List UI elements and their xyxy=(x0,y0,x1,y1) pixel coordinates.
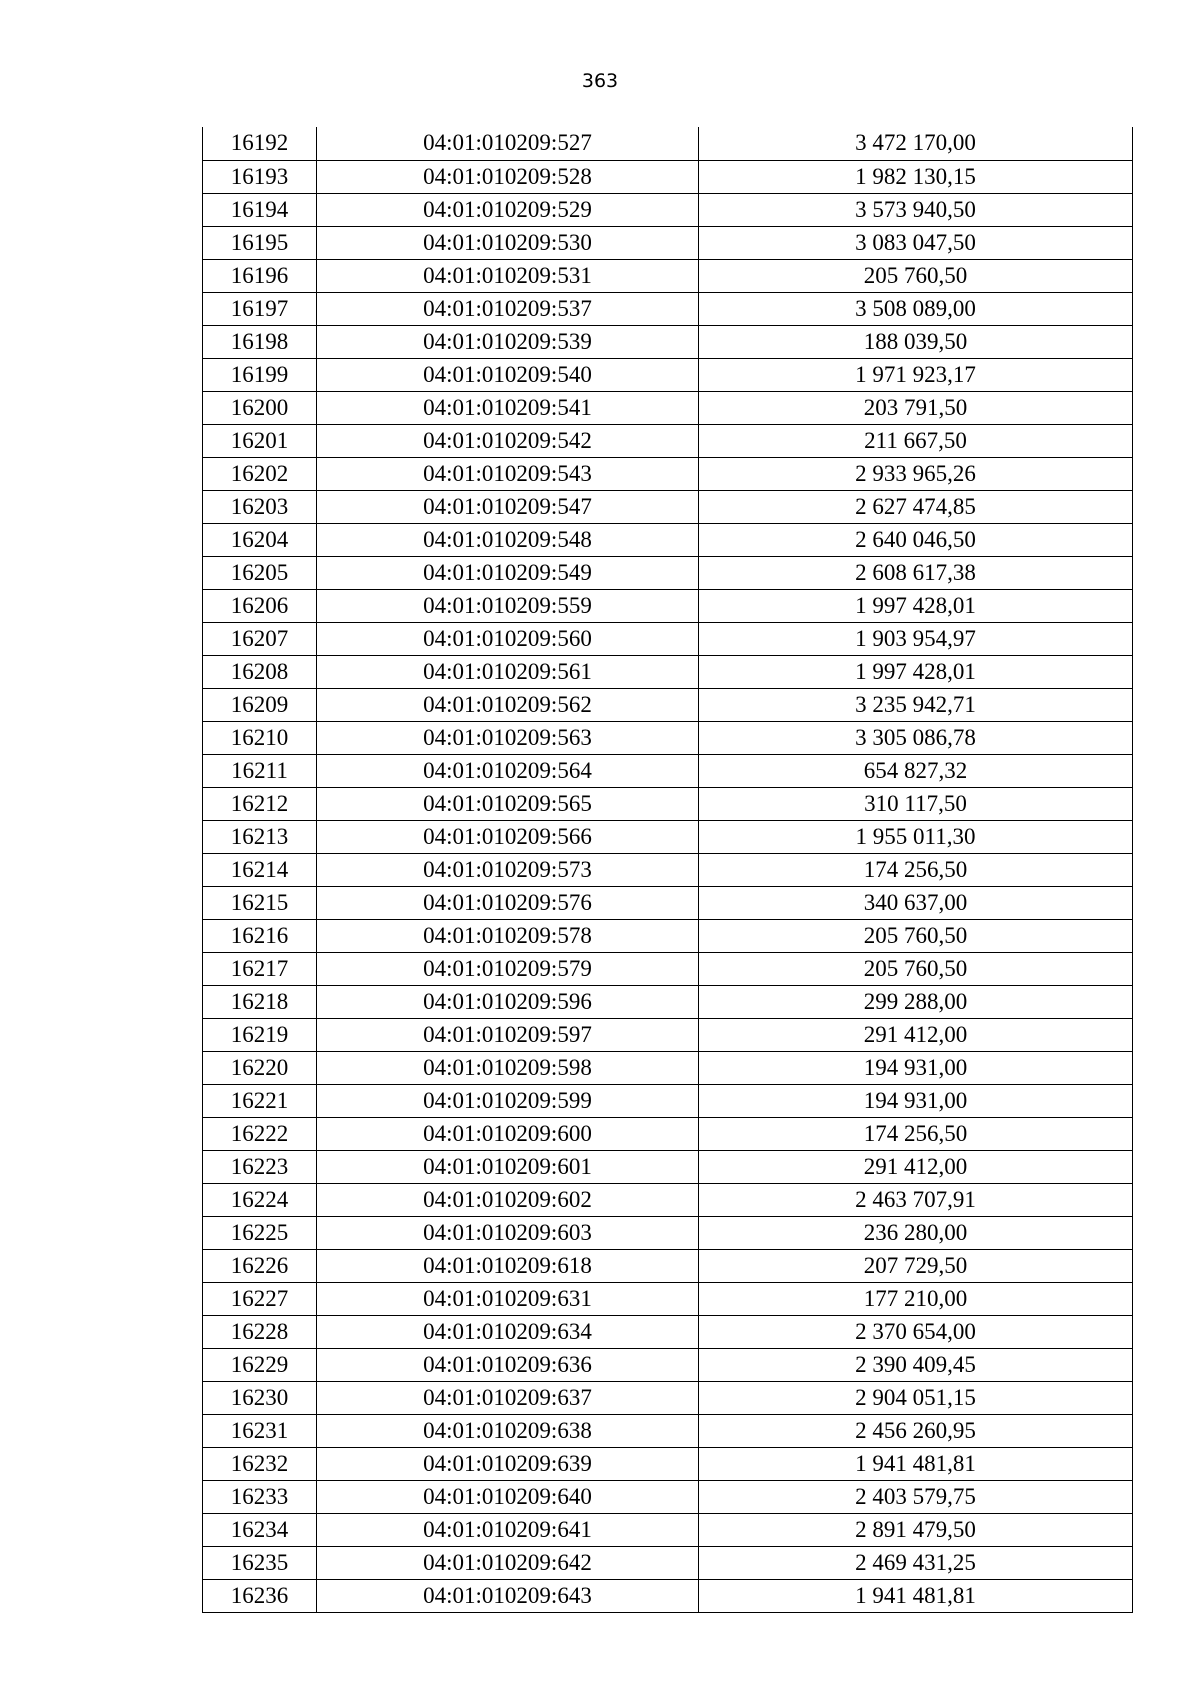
row-number-cell: 16195 xyxy=(203,226,317,259)
cadastral-value-cell: 1 941 481,81 xyxy=(699,1579,1133,1612)
cadastral-number-cell: 04:01:010209:531 xyxy=(317,259,699,292)
row-number-cell: 16215 xyxy=(203,886,317,919)
cadastral-value-cell: 2 933 965,26 xyxy=(699,457,1133,490)
table-row xyxy=(203,1282,1133,1315)
row-number-cell: 16220 xyxy=(203,1051,317,1084)
table-row xyxy=(203,160,1133,193)
table-row xyxy=(203,292,1133,325)
table-row xyxy=(203,853,1133,886)
cadastral-value-cell: 1 982 130,15 xyxy=(699,160,1133,193)
cadastral-number-cell: 04:01:010209:638 xyxy=(317,1414,699,1447)
cadastral-number-cell: 04:01:010209:639 xyxy=(317,1447,699,1480)
cadastral-value-cell: 291 412,00 xyxy=(699,1018,1133,1051)
row-number-cell: 16224 xyxy=(203,1183,317,1216)
cadastral-value-cell: 3 472 170,00 xyxy=(699,127,1133,160)
cadastral-value-cell: 177 210,00 xyxy=(699,1282,1133,1315)
row-number-cell: 16223 xyxy=(203,1150,317,1183)
cadastral-number-cell: 04:01:010209:539 xyxy=(317,325,699,358)
cadastral-number-cell: 04:01:010209:578 xyxy=(317,919,699,952)
table-row xyxy=(203,721,1133,754)
page-number: 363 xyxy=(581,70,619,92)
row-number-cell: 16199 xyxy=(203,358,317,391)
table-row xyxy=(203,1480,1133,1513)
cadastral-value-cell: 194 931,00 xyxy=(699,1084,1133,1117)
cadastral-number-cell: 04:01:010209:601 xyxy=(317,1150,699,1183)
table-row xyxy=(203,1018,1133,1051)
table-row xyxy=(203,1150,1133,1183)
cadastral-number-cell: 04:01:010209:548 xyxy=(317,523,699,556)
cadastral-number-cell: 04:01:010209:642 xyxy=(317,1546,699,1579)
cadastral-value-cell: 205 760,50 xyxy=(699,259,1133,292)
cadastral-number-cell: 04:01:010209:637 xyxy=(317,1381,699,1414)
cadastral-number-cell: 04:01:010209:537 xyxy=(317,292,699,325)
table-row xyxy=(203,1447,1133,1480)
table-row xyxy=(203,985,1133,1018)
cadastral-value-cell: 2 627 474,85 xyxy=(699,490,1133,523)
cadastral-value-cell: 1 971 923,17 xyxy=(699,358,1133,391)
row-number-cell: 16203 xyxy=(203,490,317,523)
table-row xyxy=(203,1183,1133,1216)
cadastral-number-cell: 04:01:010209:561 xyxy=(317,655,699,688)
cadastral-number-cell: 04:01:010209:598 xyxy=(317,1051,699,1084)
cadastral-value-cell: 2 640 046,50 xyxy=(699,523,1133,556)
table-row xyxy=(203,589,1133,622)
cadastral-number-cell: 04:01:010209:527 xyxy=(317,127,699,160)
table-row xyxy=(203,424,1133,457)
cadastral-number-cell: 04:01:010209:634 xyxy=(317,1315,699,1348)
row-number-cell: 16208 xyxy=(203,655,317,688)
cadastral-value-cell: 194 931,00 xyxy=(699,1051,1133,1084)
table-row xyxy=(203,1348,1133,1381)
table-row xyxy=(203,226,1133,259)
cadastral-number-cell: 04:01:010209:579 xyxy=(317,952,699,985)
row-number-cell: 16217 xyxy=(203,952,317,985)
table-row xyxy=(203,1381,1133,1414)
cadastral-number-cell: 04:01:010209:562 xyxy=(317,688,699,721)
table-row xyxy=(203,490,1133,523)
row-number-cell: 16209 xyxy=(203,688,317,721)
table-row xyxy=(203,1051,1133,1084)
cadastral-value-cell: 1 997 428,01 xyxy=(699,589,1133,622)
table-row xyxy=(203,457,1133,490)
row-number-cell: 16227 xyxy=(203,1282,317,1315)
cadastral-number-cell: 04:01:010209:563 xyxy=(317,721,699,754)
row-number-cell: 16210 xyxy=(203,721,317,754)
cadastral-value-cell: 236 280,00 xyxy=(699,1216,1133,1249)
cadastral-value-cell: 291 412,00 xyxy=(699,1150,1133,1183)
table-row xyxy=(203,655,1133,688)
cadastral-number-cell: 04:01:010209:636 xyxy=(317,1348,699,1381)
row-number-cell: 16193 xyxy=(203,160,317,193)
table-row xyxy=(203,787,1133,820)
row-number-cell: 16226 xyxy=(203,1249,317,1282)
row-number-cell: 16228 xyxy=(203,1315,317,1348)
cadastral-number-cell: 04:01:010209:603 xyxy=(317,1216,699,1249)
row-number-cell: 16201 xyxy=(203,424,317,457)
cadastral-value-cell: 1 997 428,01 xyxy=(699,655,1133,688)
row-number-cell: 16198 xyxy=(203,325,317,358)
cadastral-value-cell: 207 729,50 xyxy=(699,1249,1133,1282)
cadastral-number-cell: 04:01:010209:600 xyxy=(317,1117,699,1150)
cadastral-value-cell: 1 955 011,30 xyxy=(699,820,1133,853)
cadastral-number-cell: 04:01:010209:528 xyxy=(317,160,699,193)
cadastral-number-cell: 04:01:010209:542 xyxy=(317,424,699,457)
row-number-cell: 16232 xyxy=(203,1447,317,1480)
row-number-cell: 16230 xyxy=(203,1381,317,1414)
row-number-cell: 16214 xyxy=(203,853,317,886)
row-number-cell: 16213 xyxy=(203,820,317,853)
cadastral-value-cell: 3 508 089,00 xyxy=(699,292,1133,325)
row-number-cell: 16235 xyxy=(203,1546,317,1579)
table-row xyxy=(203,1414,1133,1447)
table-row xyxy=(203,820,1133,853)
cadastral-number-cell: 04:01:010209:530 xyxy=(317,226,699,259)
cadastral-value-cell: 211 667,50 xyxy=(699,424,1133,457)
cadastral-value-cell: 299 288,00 xyxy=(699,985,1133,1018)
cadastral-value-cell: 2 904 051,15 xyxy=(699,1381,1133,1414)
cadastral-number-cell: 04:01:010209:599 xyxy=(317,1084,699,1117)
cadastral-value-cell: 310 117,50 xyxy=(699,787,1133,820)
cadastral-number-cell: 04:01:010209:602 xyxy=(317,1183,699,1216)
row-number-cell: 16236 xyxy=(203,1579,317,1612)
row-number-cell: 16196 xyxy=(203,259,317,292)
table-row xyxy=(203,622,1133,655)
cadastral-value-table xyxy=(202,127,1133,1613)
cadastral-value-cell: 3 573 940,50 xyxy=(699,193,1133,226)
cadastral-value-cell: 2 390 409,45 xyxy=(699,1348,1133,1381)
cadastral-number-cell: 04:01:010209:596 xyxy=(317,985,699,1018)
row-number-cell: 16192 xyxy=(203,127,317,160)
cadastral-value-cell: 3 083 047,50 xyxy=(699,226,1133,259)
table-row xyxy=(203,919,1133,952)
cadastral-value-cell: 2 891 479,50 xyxy=(699,1513,1133,1546)
table-row xyxy=(203,259,1133,292)
table-body xyxy=(203,127,1133,1612)
cadastral-number-cell: 04:01:010209:543 xyxy=(317,457,699,490)
cadastral-number-cell: 04:01:010209:643 xyxy=(317,1579,699,1612)
table-row xyxy=(203,1315,1133,1348)
row-number-cell: 16194 xyxy=(203,193,317,226)
table-row xyxy=(203,1513,1133,1546)
cadastral-number-cell: 04:01:010209:565 xyxy=(317,787,699,820)
cadastral-number-cell: 04:01:010209:564 xyxy=(317,754,699,787)
row-number-cell: 16229 xyxy=(203,1348,317,1381)
row-number-cell: 16205 xyxy=(203,556,317,589)
row-number-cell: 16233 xyxy=(203,1480,317,1513)
table-row xyxy=(203,1249,1133,1282)
cadastral-number-cell: 04:01:010209:641 xyxy=(317,1513,699,1546)
table-row xyxy=(203,952,1133,985)
row-number-cell: 16225 xyxy=(203,1216,317,1249)
cadastral-value-cell: 3 305 086,78 xyxy=(699,721,1133,754)
cadastral-value-cell: 174 256,50 xyxy=(699,853,1133,886)
row-number-cell: 16200 xyxy=(203,391,317,424)
table-row xyxy=(203,127,1133,160)
row-number-cell: 16207 xyxy=(203,622,317,655)
table-row xyxy=(203,523,1133,556)
cadastral-value-cell: 174 256,50 xyxy=(699,1117,1133,1150)
table-row xyxy=(203,325,1133,358)
cadastral-number-cell: 04:01:010209:640 xyxy=(317,1480,699,1513)
row-number-cell: 16211 xyxy=(203,754,317,787)
row-number-cell: 16206 xyxy=(203,589,317,622)
table-row xyxy=(203,688,1133,721)
table-row xyxy=(203,1216,1133,1249)
cadastral-value-cell: 205 760,50 xyxy=(699,919,1133,952)
row-number-cell: 16219 xyxy=(203,1018,317,1051)
cadastral-value-cell: 2 456 260,95 xyxy=(699,1414,1133,1447)
row-number-cell: 16202 xyxy=(203,457,317,490)
cadastral-number-cell: 04:01:010209:573 xyxy=(317,853,699,886)
row-number-cell: 16197 xyxy=(203,292,317,325)
row-number-cell: 16234 xyxy=(203,1513,317,1546)
cadastral-number-cell: 04:01:010209:529 xyxy=(317,193,699,226)
row-number-cell: 16231 xyxy=(203,1414,317,1447)
cadastral-number-cell: 04:01:010209:540 xyxy=(317,358,699,391)
cadastral-number-cell: 04:01:010209:576 xyxy=(317,886,699,919)
cadastral-number-cell: 04:01:010209:566 xyxy=(317,820,699,853)
cadastral-value-cell: 2 370 654,00 xyxy=(699,1315,1133,1348)
table-row xyxy=(203,886,1133,919)
table-row xyxy=(203,1546,1133,1579)
table-row xyxy=(203,193,1133,226)
cadastral-number-cell: 04:01:010209:549 xyxy=(317,556,699,589)
cadastral-value-cell: 340 637,00 xyxy=(699,886,1133,919)
table-row xyxy=(203,1579,1133,1612)
table-row xyxy=(203,391,1133,424)
table-row xyxy=(203,556,1133,589)
cadastral-number-cell: 04:01:010209:631 xyxy=(317,1282,699,1315)
cadastral-value-cell: 1 941 481,81 xyxy=(699,1447,1133,1480)
cadastral-value-cell: 2 608 617,38 xyxy=(699,556,1133,589)
cadastral-number-cell: 04:01:010209:541 xyxy=(317,391,699,424)
row-number-cell: 16204 xyxy=(203,523,317,556)
cadastral-value-cell: 2 403 579,75 xyxy=(699,1480,1133,1513)
row-number-cell: 16218 xyxy=(203,985,317,1018)
row-number-cell: 16221 xyxy=(203,1084,317,1117)
cadastral-value-cell: 3 235 942,71 xyxy=(699,688,1133,721)
cadastral-value-cell: 1 903 954,97 xyxy=(699,622,1133,655)
cadastral-value-cell: 188 039,50 xyxy=(699,325,1133,358)
cadastral-value-cell: 654 827,32 xyxy=(699,754,1133,787)
row-number-cell: 16216 xyxy=(203,919,317,952)
cadastral-value-cell: 203 791,50 xyxy=(699,391,1133,424)
row-number-cell: 16222 xyxy=(203,1117,317,1150)
cadastral-value-cell: 2 469 431,25 xyxy=(699,1546,1133,1579)
row-number-cell: 16212 xyxy=(203,787,317,820)
cadastral-number-cell: 04:01:010209:559 xyxy=(317,589,699,622)
cadastral-value-cell: 205 760,50 xyxy=(699,952,1133,985)
cadastral-value-cell: 2 463 707,91 xyxy=(699,1183,1133,1216)
table-row xyxy=(203,1084,1133,1117)
table-row xyxy=(203,754,1133,787)
cadastral-number-cell: 04:01:010209:597 xyxy=(317,1018,699,1051)
cadastral-number-cell: 04:01:010209:618 xyxy=(317,1249,699,1282)
cadastral-number-cell: 04:01:010209:560 xyxy=(317,622,699,655)
cadastral-number-cell: 04:01:010209:547 xyxy=(317,490,699,523)
table-row xyxy=(203,1117,1133,1150)
table-row xyxy=(203,358,1133,391)
